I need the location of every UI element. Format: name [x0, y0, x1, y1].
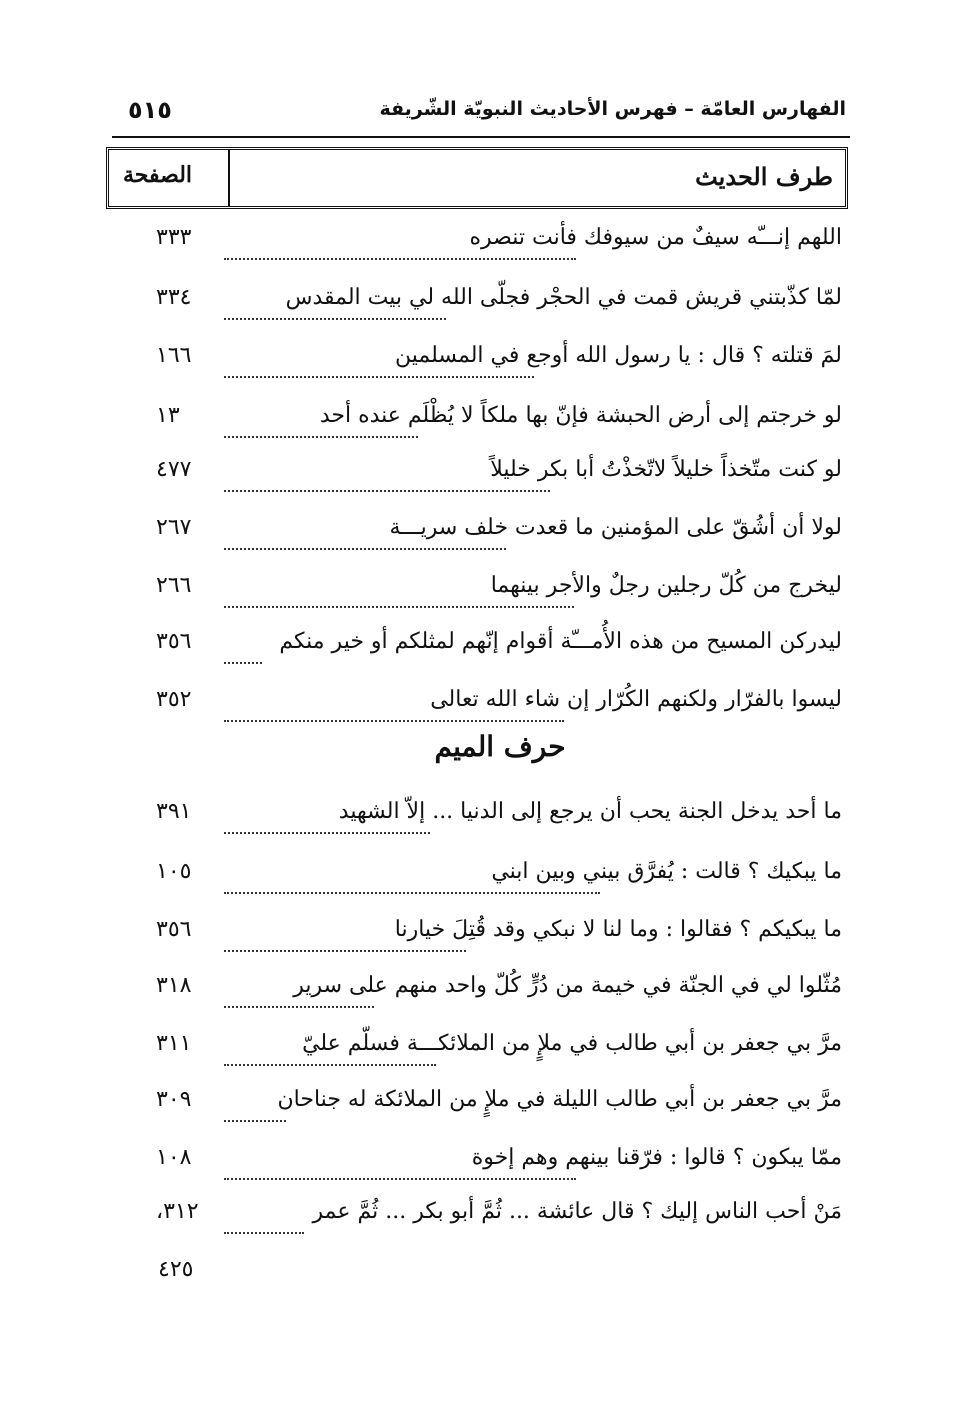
running-header: [112, 92, 850, 138]
leader-dots: [224, 508, 506, 550]
leader-dots: [224, 336, 534, 378]
header-divider: [228, 150, 230, 206]
leader-dots: [224, 450, 550, 492]
entry-page: ٤٧٧: [156, 457, 192, 482]
column-header-page: الصفحة: [123, 162, 193, 188]
entry-text: اللهم إنـــّه سيفٌ من سيوفك فأنت تنصره: [469, 225, 842, 250]
index-entry: [130, 1138, 846, 1178]
leader-dots: [224, 396, 418, 438]
entry-page-continuation: ٤٢٥: [158, 1257, 194, 1282]
entry-text: مرَّ بي جعفر بن أبي طالب في ملإٍ من الملائكـــة فسلّم عليّ: [302, 1031, 842, 1056]
index-entry: [130, 792, 846, 832]
index-entry: [130, 966, 846, 1006]
entry-page: ٣١١: [156, 1031, 192, 1056]
running-title: الفهارس العامّة – فهرس الأحاديث النبويّة الشّريفة: [379, 98, 846, 120]
leader-dots: [224, 566, 574, 608]
entry-page: ١٠٨: [156, 1145, 192, 1170]
entry-text: ما يبكيك ؟ قالت : يُفرَّق بيني وبين ابني: [491, 859, 842, 884]
entry-page: ٣٥٦: [156, 917, 192, 942]
index-entry: [130, 218, 846, 258]
leader-dots: [224, 1192, 304, 1234]
section-title: حرف الميم: [434, 730, 566, 763]
entry-text: ما أحد يدخل الجنة يحب أن يرجع إلى الدنيا ... إلاّ الشهيد: [338, 799, 842, 824]
entry-text: لو خرجتم إلى أرض الحبشة فإنّ بها ملكاً لا يُظْلَم عنده أحد: [319, 403, 842, 428]
leader-dots: [224, 1080, 286, 1122]
index-entry: [130, 1192, 846, 1232]
index-entry: [130, 396, 846, 436]
entry-page: ٢٦٧: [156, 515, 192, 540]
entry-text: لمّا كذّبتني قريش قمت في الحجْر فجلّى الله لي بيت المقدس: [285, 285, 842, 310]
entry-text: ما يبكيكم ؟ فقالوا : وما لنا لا نبكي وقد قُتِلَ خيارنا: [394, 917, 842, 942]
index-entry: [130, 508, 846, 548]
entry-text: ليخرج من كُلّ رجلين رجلٌ والأجر بينهما: [490, 573, 842, 598]
entry-page: ٣٥٢: [156, 687, 192, 712]
page-number: ٥١٥: [128, 96, 172, 124]
entry-text: مُثّلوا لي في الجنّة في خيمة من دُرٍّ كُلّ واحد منهم على سرير: [293, 973, 842, 998]
index-entry: [130, 680, 846, 720]
leader-dots: [224, 1024, 436, 1066]
entry-page: ٣٥٦: [156, 629, 192, 654]
index-entry: [130, 450, 846, 490]
index-entry: [130, 1024, 846, 1064]
leader-dots: [224, 680, 564, 722]
entry-text: ليسوا بالفرّار ولكنهم الكُرّار إن شاء الله تعالى: [430, 687, 842, 712]
entry-text: لو كنت متّخذاً خليلاً لاتّخذْتُ أبا بكر خليلاً: [490, 457, 842, 482]
entry-page: ٣١٢،: [156, 1199, 199, 1224]
entry-text: ليدركن المسيح من هذه الأُمـــّة أقوام إنّهم لمثلكم أو خير منكم: [279, 629, 842, 654]
leader-dots: [224, 910, 466, 952]
leader-dots: [224, 966, 374, 1008]
leader-dots: [224, 218, 576, 260]
entry-text: ممّا يبكون ؟ قالوا : فرّقنا بينهم وهم إخوة: [471, 1145, 842, 1170]
index-entry: [130, 566, 846, 606]
entry-page: ١٠٥: [156, 859, 192, 884]
index-entry: [130, 336, 846, 376]
leader-dots: [224, 1138, 576, 1180]
leader-dots: [224, 852, 600, 894]
entry-page: ٣٣٣: [156, 225, 192, 250]
entry-page: ٢٦٦: [156, 573, 192, 598]
table-header: [106, 147, 848, 209]
index-entry: [130, 1080, 846, 1120]
index-entry: [130, 278, 846, 318]
entry-page: ٣٠٩: [156, 1087, 192, 1112]
entry-text: مَنْ أحب الناس إليك ؟ قال عائشة ... ثُمَّ أبو بكر ... ثُمَّ عمر: [312, 1199, 842, 1224]
column-header-hadith: طرف الحديث: [695, 162, 833, 191]
leader-dots: [224, 792, 430, 834]
index-entry: [130, 910, 846, 950]
entry-page: ٣٣٤: [156, 285, 192, 310]
entry-page: ٣٩١: [156, 799, 192, 824]
index-entry: [130, 622, 846, 662]
entry-text: مرَّ بي جعفر بن أبي طالب الليلة في ملإٍ من الملائكة له جناحان: [277, 1087, 842, 1112]
leader-dots: [224, 622, 262, 664]
entry-text: لمَ قتلته ؟ قال : يا رسول الله أوجع في المسلمين: [394, 343, 842, 368]
entry-page: ١٣: [156, 403, 180, 428]
entry-page: ٣١٨: [156, 973, 192, 998]
leader-dots: [224, 278, 446, 320]
entry-text: لولا أن أشُقّ على المؤمنين ما قعدت خلف سريـــة: [389, 515, 842, 540]
index-entry: [130, 852, 846, 892]
entry-page: ١٦٦: [156, 343, 192, 368]
